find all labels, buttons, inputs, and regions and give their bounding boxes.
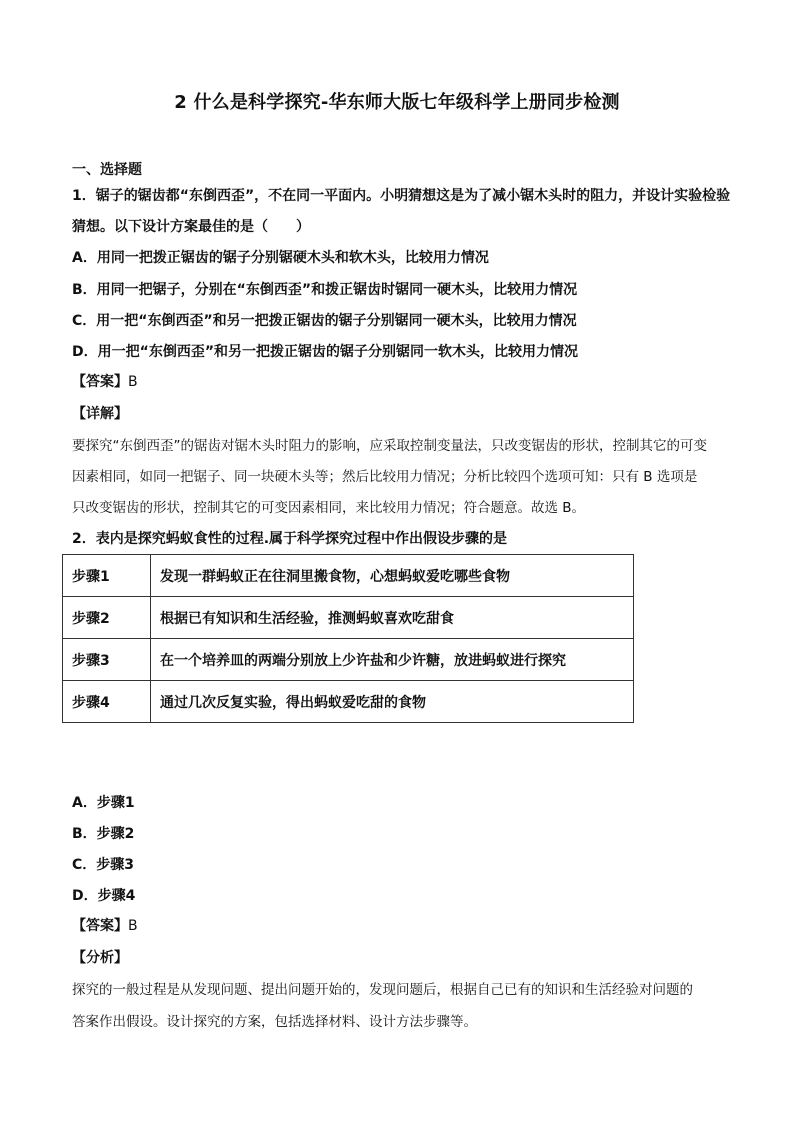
q2-answer-value: B — [128, 918, 138, 934]
q2-answer-label: 【答案】 — [72, 918, 128, 934]
q1-answer — [72, 372, 138, 392]
step-label-cell: 步骤2 — [63, 597, 151, 639]
q2-analysis-label: 【分析】 — [72, 950, 128, 966]
table-row — [63, 555, 634, 597]
q1-option-a: A．用同一把拨正锯齿的锯子分别锯硬木头和软木头，比较用力情况 — [72, 250, 489, 266]
q1-detail-line3: 只改变锯齿的形状，控制其它的可变因素相同，来比较用力情况；符合题意。故选 B。 — [72, 500, 586, 516]
q2-analysis-line1: 探究的一般过程是从发现问题、提出问题开始的，发现问题后，根据自己已有的知识和生活经验对问题的 — [72, 982, 693, 998]
q2-steps-table — [62, 554, 634, 723]
step-label-cell: 步骤1 — [63, 555, 151, 597]
step-description-cell: 通过几次反复实验，得出蚂蚁爱吃甜的食物 — [151, 681, 634, 723]
document-title: 2 什么是科学探究-华东师大版七年级科学上册同步检测 — [174, 92, 620, 113]
table-row — [63, 597, 634, 639]
q2-option-c: C．步骤3 — [72, 857, 135, 873]
q1-stem-line2: 猜想。以下设计方案最佳的是（ ） — [72, 219, 310, 235]
q1-answer-label: 【答案】 — [72, 374, 128, 390]
q1-detail-label: 【详解】 — [72, 406, 128, 422]
step-description-cell: 发现一群蚂蚁正在往洞里搬食物，心想蚂蚁爱吃哪些食物 — [151, 555, 634, 597]
q1-stem-line1: 1．锯子的锯齿都“东倒西歪”，不在同一平面内。小明猜想这是为了减小锯木头时的阻力，并设计实验检验 — [72, 188, 731, 204]
q1-option-c: C．用一把“东倒西歪”和另一把拨正锯齿的锯子分别锯同一硬木头，比较用力情况 — [72, 313, 577, 329]
q1-option-b: B．用同一把锯子，分别在“东倒西歪”和拨正锯齿时锯同一硬木头，比较用力情况 — [72, 282, 578, 298]
q2-option-a: A．步骤1 — [72, 795, 135, 811]
step-description-cell: 根据已有知识和生活经验，推测蚂蚁喜欢吃甜食 — [151, 597, 634, 639]
q1-answer-value: B — [128, 374, 138, 390]
q2-option-b: B．步骤2 — [72, 826, 135, 842]
section-heading: 一、选择题 — [72, 162, 142, 178]
q2-stem: 2．表内是探究蚂蚁食性的过程.属于科学探究过程中作出假设步骤的是 — [72, 531, 508, 547]
q2-option-d: D．步骤4 — [72, 888, 136, 904]
q2-answer — [72, 916, 138, 936]
table-row — [63, 639, 634, 681]
table-row — [63, 681, 634, 723]
q1-detail-line1: 要探究“东倒西歪”的锯齿对锯木头时阻力的影响，应采取控制变量法，只改变锯齿的形状，控制其它的可变 — [72, 438, 707, 454]
q1-option-d: D．用一把“东倒西歪”和另一把拨正锯齿的锯子分别锯同一软木头，比较用力情况 — [72, 344, 579, 360]
step-label-cell: 步骤3 — [63, 639, 151, 681]
q2-analysis-line2: 答案作出假设。设计探究的方案，包括选择材料、设计方法步骤等。 — [72, 1014, 477, 1030]
step-description-cell: 在一个培养皿的两端分别放上少许盐和少许糖，放进蚂蚁进行探究 — [151, 639, 634, 681]
step-label-cell: 步骤4 — [63, 681, 151, 723]
q1-detail-line2: 因素相同，如同一把锯子、同一块硬木头等；然后比较用力情况；分析比较四个选项可知：只有 B 选项是 — [72, 469, 698, 485]
